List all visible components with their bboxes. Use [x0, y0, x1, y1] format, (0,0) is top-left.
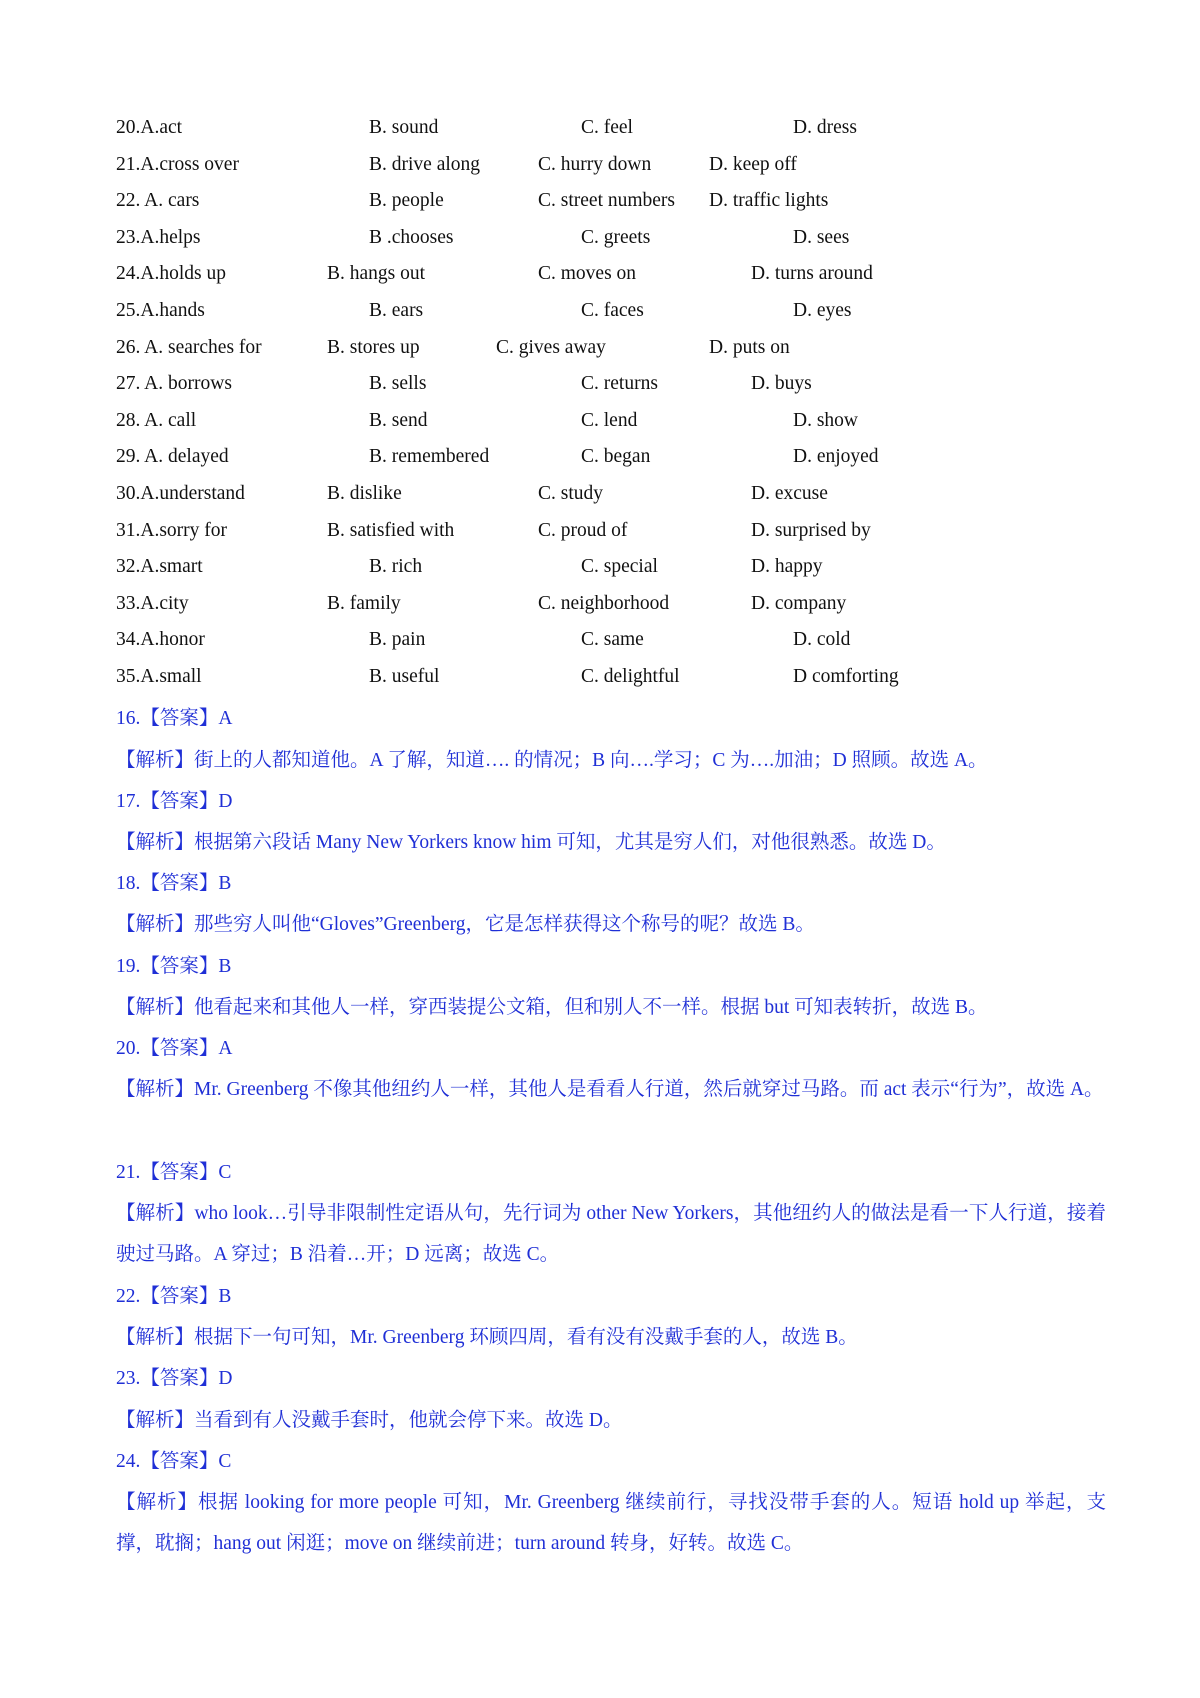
explanation-24: 【解析】根据 looking for more people 可知，Mr. Greenberg 继续前行，寻找没带手套的人。短语 hold up 举起，支撑，耽搁；hang out 闲逛；move on 继续前进；turn around 转身，好转。故选 C。 [116, 1492, 1106, 1554]
option-c: C. faces [581, 300, 644, 321]
option-d: D. buys [751, 373, 812, 395]
option-row [0, 622, 1200, 658]
option-b: B. rich [369, 556, 423, 578]
explanation-20: 【解析】Mr. Greenberg 不像其他纽约人一样，其他人是看看人行道，然后就穿过马路。而 act 表示“行为”，故选 A。 [116, 1079, 1104, 1100]
option-b: B. dislike [327, 483, 402, 504]
option-b: B. sells [369, 373, 427, 395]
option-a: 30.A.understand [116, 483, 245, 504]
option-b: B. pain [369, 629, 426, 651]
option-c: C. moves on [538, 263, 637, 285]
option-row [0, 549, 1200, 585]
option-row [0, 183, 1200, 219]
option-c: C. street numbers [538, 190, 676, 212]
option-c: C. returns [581, 373, 658, 395]
option-b: B. satisfied with [327, 519, 455, 541]
explanation-19: 【解析】他看起来和其他人一样，穿西装提公文箱，但和别人不一样。根据 but 可知表转折，故选 B。 [116, 997, 988, 1018]
option-row [0, 110, 1200, 146]
option-a: 31.A.sorry for [116, 519, 228, 541]
option-d: D. company [751, 592, 847, 614]
answer-23: 23.【答案】D [116, 1368, 233, 1389]
option-d: D. enjoyed [793, 446, 879, 468]
answer-24: 24.【答案】C [116, 1451, 232, 1472]
option-c: C. began [581, 446, 651, 468]
option-row [0, 439, 1200, 475]
answer-19: 19.【答案】B [116, 956, 232, 977]
option-c: C. lend [581, 409, 638, 431]
option-c: C. proud of [538, 519, 628, 541]
option-c: C. hurry down [538, 153, 652, 175]
option-d: D comforting [793, 666, 899, 687]
option-a: 26. A. searches for [116, 336, 262, 358]
option-a: 28. A. call [116, 409, 197, 431]
option-b: B. remembered [369, 446, 490, 468]
option-a: 33.A.city [116, 592, 189, 614]
option-a: 29. A. delayed [116, 446, 229, 468]
option-row [0, 476, 1200, 512]
option-row [0, 366, 1200, 402]
option-d: D. puts on [709, 336, 790, 358]
option-d: D. surprised by [751, 519, 871, 541]
option-b: B. family [327, 592, 401, 614]
explanation-23: 【解析】当看到有人没戴手套时，他就会停下来。故选 D。 [116, 1410, 623, 1431]
option-d: D. happy [751, 556, 823, 578]
answer-18: 18.【答案】B [116, 873, 232, 894]
option-c: C. study [538, 483, 604, 504]
option-a: 23.A.helps [116, 226, 201, 248]
explanation-22: 【解析】根据下一句可知，Mr. Greenberg 环顾四周，看有没有没戴手套的人，故选 B。 [116, 1327, 858, 1348]
option-b: B. useful [369, 666, 440, 687]
option-d: D. traffic lights [709, 190, 829, 212]
option-b: B .chooses [369, 226, 454, 248]
option-a: 25.A.hands [116, 300, 205, 321]
option-a: 24.A.holds up [116, 263, 226, 285]
option-d: D. dress [793, 117, 857, 138]
option-row [0, 293, 1200, 329]
option-c: C. feel [581, 117, 633, 138]
option-a: 20.A.act [116, 117, 183, 138]
option-d: D. cold [793, 629, 851, 651]
option-c: C. same [581, 629, 644, 651]
option-b: B. drive along [369, 153, 481, 175]
option-row [0, 330, 1200, 366]
explanation-18: 【解析】那些穷人叫他“Gloves”Greenberg，它是怎样获得这个称号的呢？故选 B。 [116, 914, 815, 935]
option-row [0, 403, 1200, 439]
option-d: D. keep off [709, 153, 797, 175]
answer-21: 21.【答案】C [116, 1162, 232, 1183]
option-d: D. show [793, 409, 859, 431]
option-b: B. ears [369, 300, 424, 321]
option-c: C. neighborhood [538, 592, 670, 614]
explanation-17: 【解析】根据第六段话 Many New Yorkers know him 可知，尤其是穷人们，对他很熟悉。故选 D。 [116, 832, 946, 853]
option-c: C. special [581, 556, 658, 578]
option-row [0, 147, 1200, 183]
option-a: 22. A. cars [116, 190, 200, 212]
option-b: B. sound [369, 117, 439, 138]
option-a: 32.A.smart [116, 556, 203, 578]
option-row [0, 256, 1200, 292]
option-c: C. gives away [496, 336, 606, 358]
answer-16: 16.【答案】A [116, 708, 233, 729]
option-a: 35.A.small [116, 666, 202, 687]
option-a: 21.A.cross over [116, 153, 239, 175]
answer-22: 22.【答案】B [116, 1286, 232, 1307]
option-a: 27. A. borrows [116, 373, 232, 395]
option-row [0, 586, 1200, 622]
option-d: D. excuse [751, 483, 828, 504]
option-d: D. turns around [751, 263, 873, 285]
explanation-21: 【解析】who look…引导非限制性定语从句，先行词为 other New Yorkers，其他纽约人的做法是看一下人行道，接着驶过马路。A 穿过；B 沿着…开；D 远离；故选 C。 [116, 1203, 1106, 1265]
option-d: D. eyes [793, 300, 852, 321]
option-c: C. greets [581, 226, 651, 248]
option-a: 34.A.honor [116, 629, 205, 651]
option-d: D. sees [793, 226, 850, 248]
option-b: B. send [369, 409, 428, 431]
answer-17: 17.【答案】D [116, 791, 233, 812]
option-row [0, 513, 1200, 549]
option-row [0, 220, 1200, 256]
option-row [0, 659, 1200, 695]
answer-20: 20.【答案】A [116, 1038, 233, 1059]
option-c: C. delightful [581, 666, 680, 687]
option-b: B. hangs out [327, 263, 426, 285]
explanation-16: 【解析】街上的人都知道他。A 了解，知道…. 的情况；B 向….学习；C 为….加油；D 照顾。故选 A。 [116, 750, 988, 771]
option-b: B. stores up [327, 336, 420, 358]
option-b: B. people [369, 190, 444, 212]
